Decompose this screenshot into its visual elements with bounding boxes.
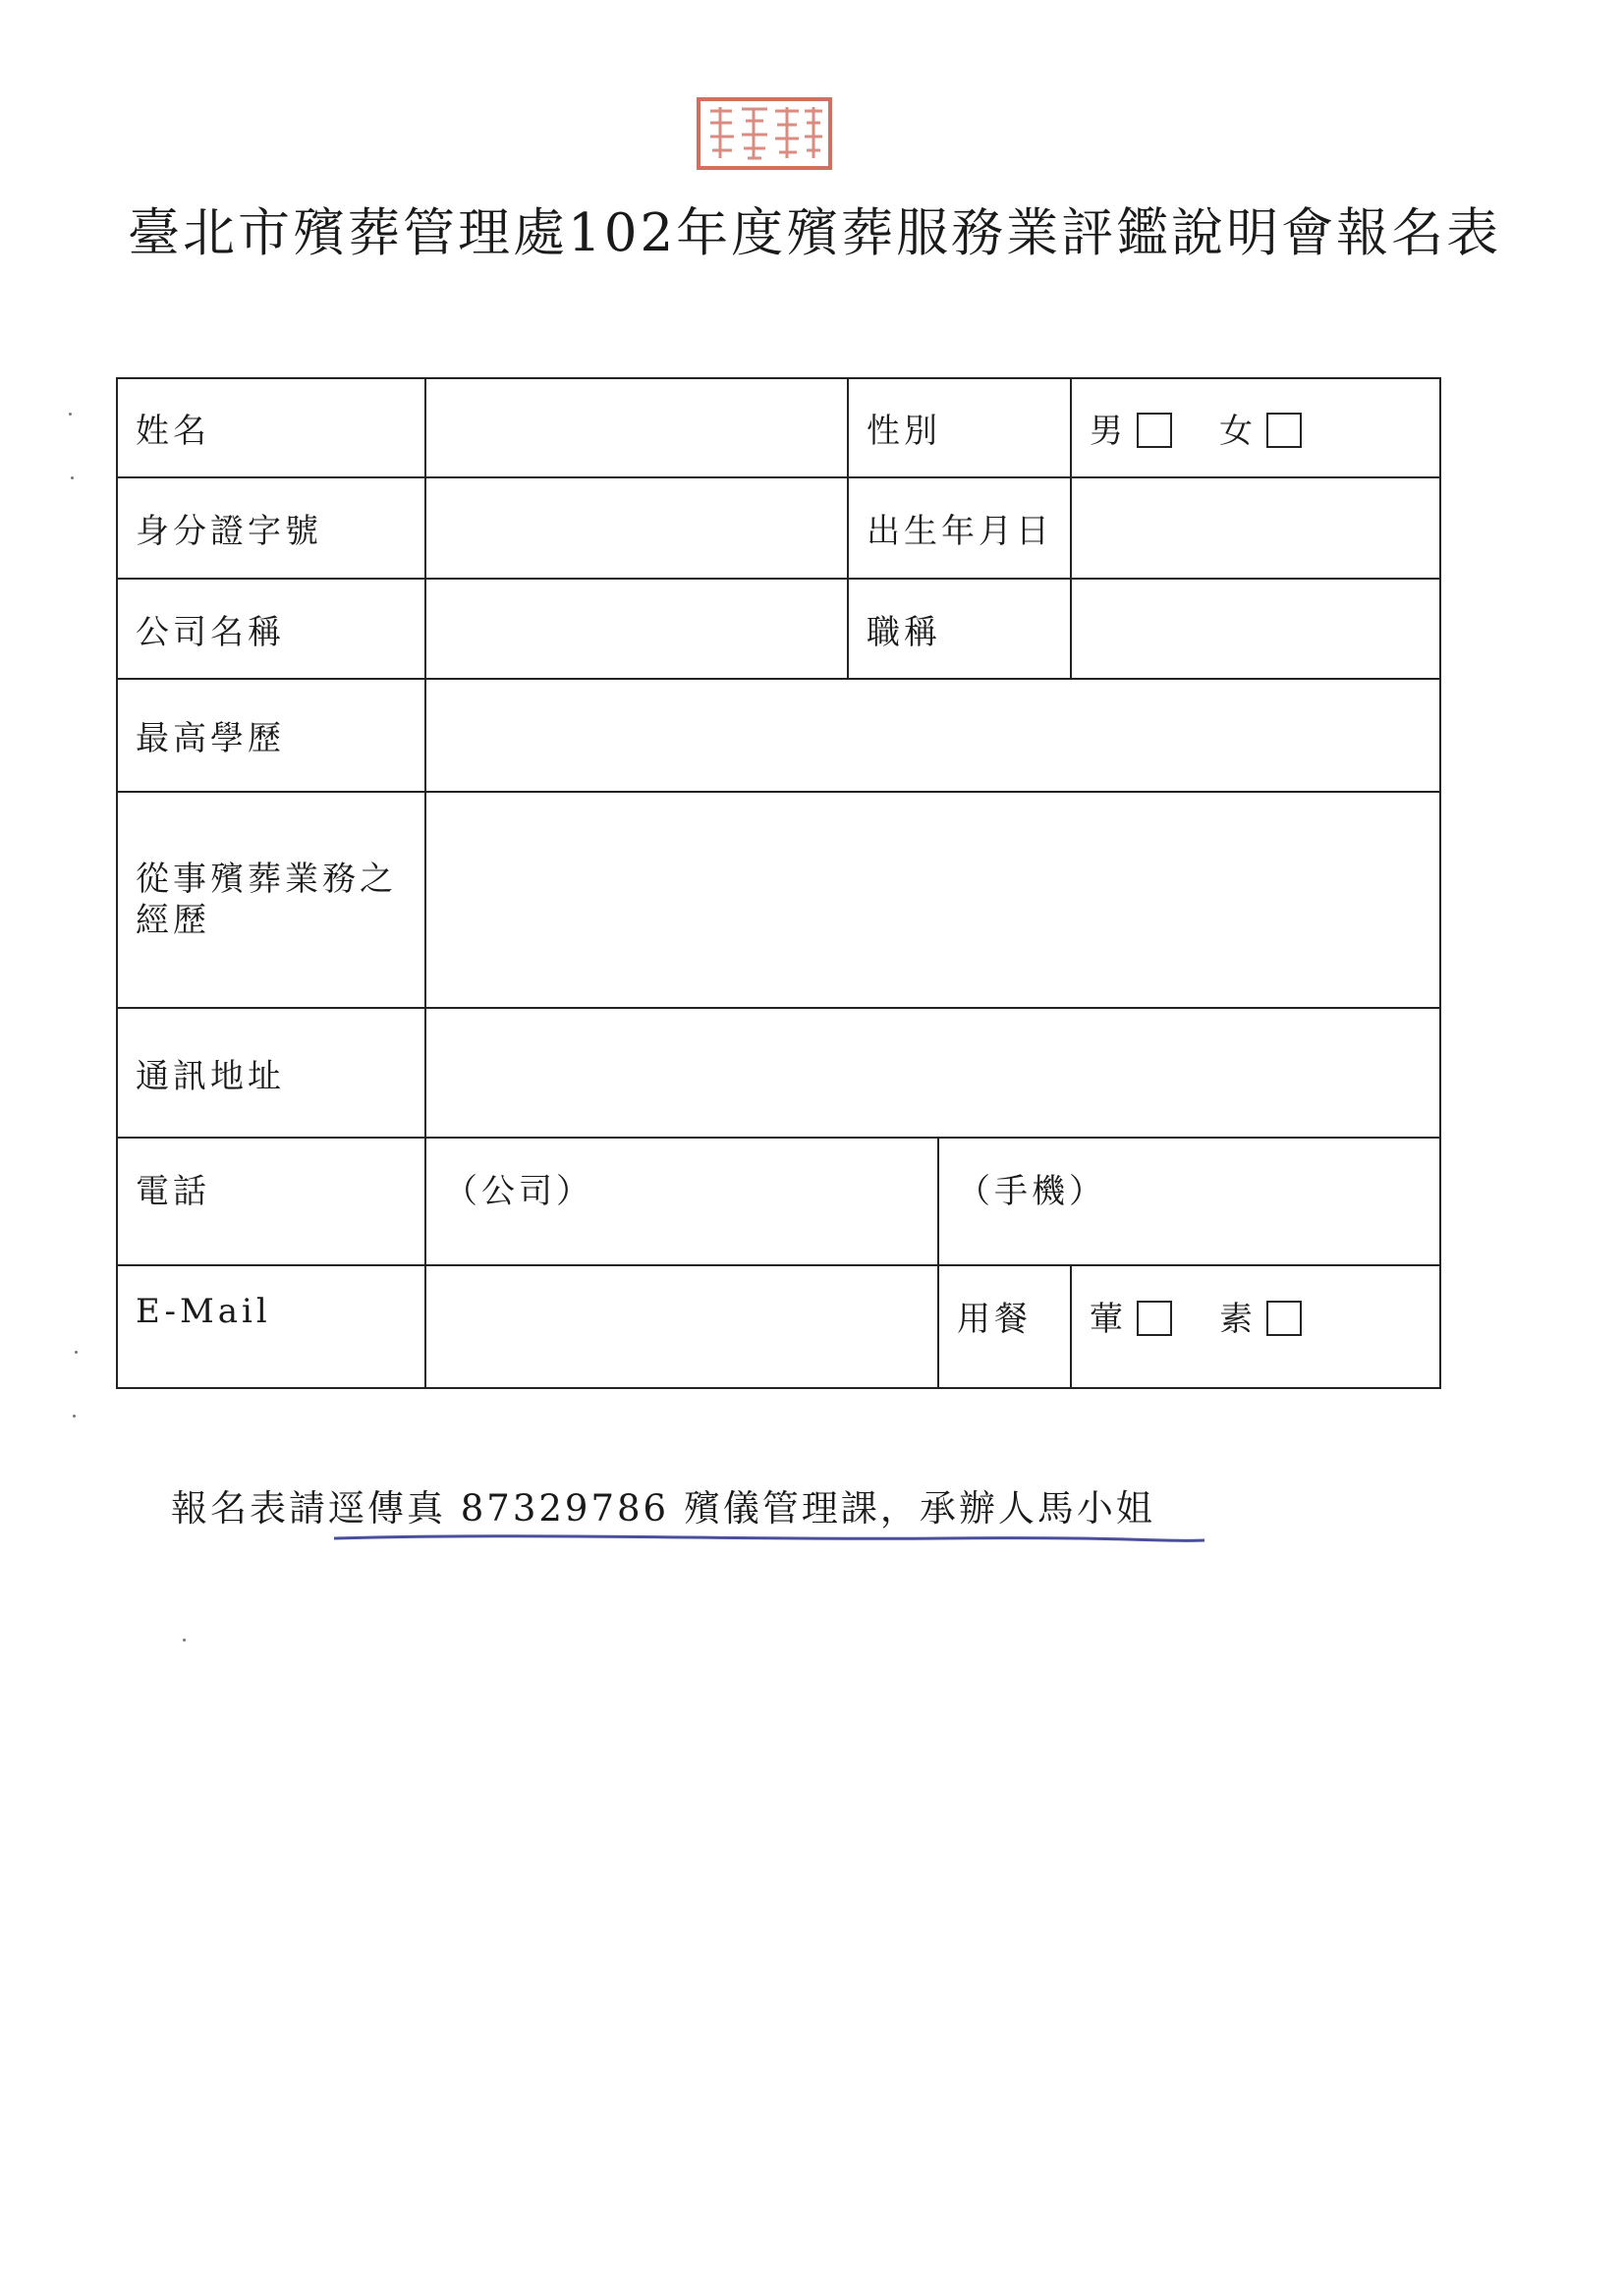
phone-label: 電話 — [117, 1138, 425, 1265]
registration-form-table — [116, 377, 1441, 1389]
gender-options — [1071, 378, 1440, 477]
row-experience — [117, 792, 1440, 1008]
email-field[interactable] — [425, 1265, 938, 1388]
fax-instruction: 報名表請逕傳真 87329786 殯儀管理課，承辦人馬小姐 — [171, 1487, 1155, 1530]
scan-speck — [71, 476, 74, 479]
name-label: 姓名 — [117, 378, 425, 477]
vegetarian-label: 素 — [1219, 1300, 1257, 1339]
scan-speck — [183, 1639, 186, 1642]
row-address — [117, 1008, 1440, 1138]
male-label: 男 — [1090, 412, 1127, 451]
email-label: E-Mail — [117, 1265, 425, 1388]
official-seal-stamp — [691, 93, 838, 174]
education-field[interactable] — [425, 679, 1440, 792]
male-checkbox[interactable] — [1137, 413, 1172, 448]
handwritten-underline — [332, 1529, 1206, 1548]
name-field[interactable] — [425, 378, 848, 477]
phone-company-field[interactable]: （公司） — [425, 1138, 938, 1265]
birth-date-label: 出生年月日 — [848, 477, 1071, 579]
education-label: 最高學歷 — [117, 679, 425, 792]
row-email-meal — [117, 1265, 1440, 1388]
birth-date-field[interactable] — [1071, 477, 1440, 579]
scan-speck — [75, 1351, 78, 1354]
gender-label: 性別 — [848, 378, 1071, 477]
row-education — [117, 679, 1440, 792]
experience-field[interactable] — [425, 792, 1440, 1008]
meal-label: 用餐 — [938, 1265, 1071, 1388]
row-id-birth — [117, 477, 1440, 579]
female-checkbox[interactable] — [1266, 413, 1302, 448]
id-number-label: 身分證字號 — [117, 477, 425, 579]
meal-options — [1071, 1265, 1440, 1388]
phone-mobile-field[interactable]: （手機） — [938, 1138, 1440, 1265]
address-field[interactable] — [425, 1008, 1440, 1138]
job-title-label: 職稱 — [848, 579, 1071, 679]
scan-speck — [73, 1415, 76, 1418]
row-name-gender — [117, 378, 1440, 477]
id-number-field[interactable] — [425, 477, 848, 579]
company-name-label: 公司名稱 — [117, 579, 425, 679]
scan-speck — [69, 413, 72, 416]
form-title: 臺北市殯葬管理處102年度殯葬服務業評鑑說明會報名表 — [128, 203, 1502, 263]
female-label: 女 — [1219, 412, 1257, 451]
vegetarian-checkbox[interactable] — [1266, 1301, 1302, 1336]
row-phone — [117, 1138, 1440, 1265]
meat-checkbox[interactable] — [1137, 1301, 1172, 1336]
row-company-title — [117, 579, 1440, 679]
meat-label: 葷 — [1090, 1300, 1127, 1339]
address-label: 通訊地址 — [117, 1008, 425, 1138]
job-title-field[interactable] — [1071, 579, 1440, 679]
experience-label: 從事殯葬業務之經歷 — [117, 792, 425, 1008]
company-name-field[interactable] — [425, 579, 848, 679]
